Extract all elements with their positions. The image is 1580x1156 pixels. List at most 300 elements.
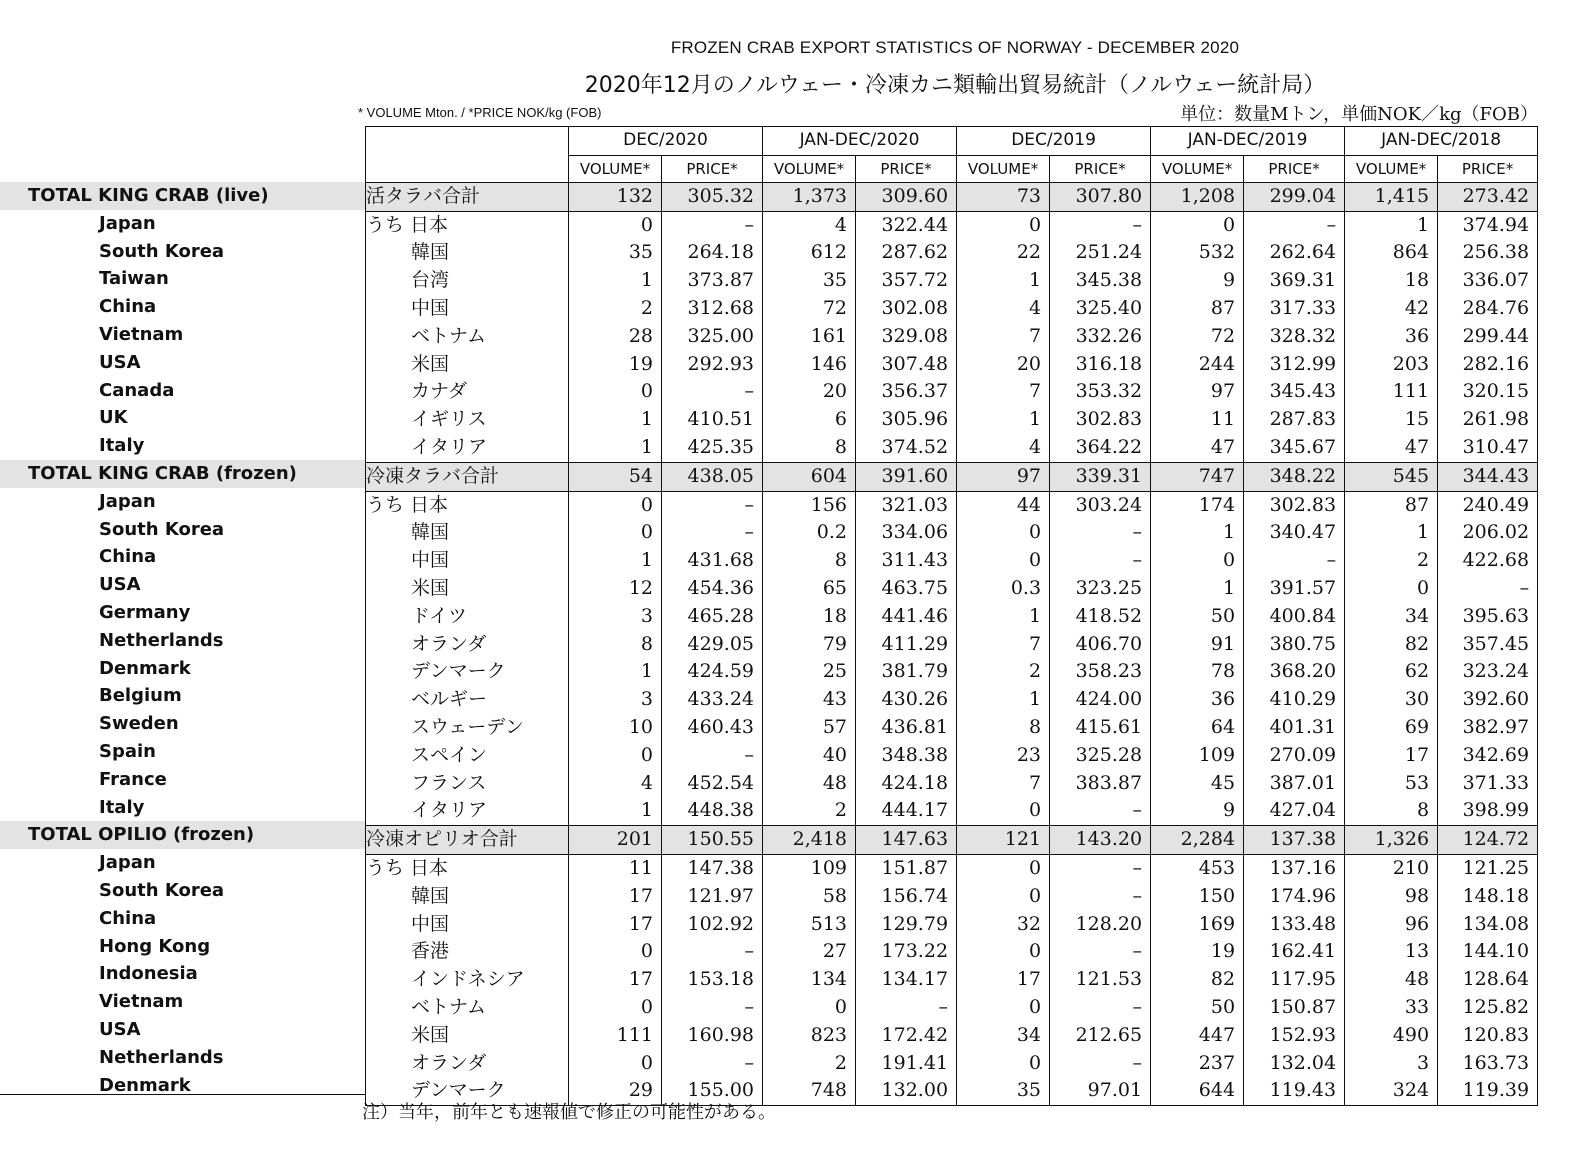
volume-cell: 7 [957,631,1050,659]
table-row [366,854,1538,882]
country-label: China [99,296,157,318]
volume-cell: 0 [569,742,662,770]
price-cell: 340.47 [1244,519,1345,547]
volume-cell: 174 [1151,491,1244,519]
price-cell: – [1050,1050,1151,1078]
total-label: TOTAL KING CRAB (live) [28,185,269,206]
report-title-english: FROZEN CRAB EXPORT STATISTICS OF NORWAY - DECEMBER 2020 [670,38,1240,57]
country-label: France [99,768,167,790]
table-row [366,797,1538,825]
category-label-ja: 韓国 [366,519,569,547]
price-cell: 369.31 [1244,267,1345,295]
volume-cell: 111 [569,1022,662,1050]
volume-cell: 0.2 [763,519,856,547]
volume-cell: 32 [957,911,1050,939]
price-cell: – [1050,519,1151,547]
price-cell: 380.75 [1244,631,1345,659]
volume-cell: 28 [569,323,662,351]
volume-cell: 2 [1345,547,1438,575]
country-label: Denmark [99,1074,191,1096]
volume-cell: 7 [957,770,1050,798]
table-row [366,378,1538,406]
volume-header: VOLUME* [763,155,856,182]
price-cell: 463.75 [856,575,957,603]
price-cell: 410.51 [662,406,763,434]
price-cell: 150.87 [1244,994,1345,1022]
volume-cell: 17 [569,883,662,911]
volume-cell: 0 [569,938,662,966]
volume-cell: 97 [957,462,1050,491]
volume-cell: 53 [1345,770,1438,798]
price-cell: 317.33 [1244,295,1345,323]
price-cell: 391.60 [856,462,957,491]
volume-cell: 25 [763,658,856,686]
price-cell: 160.98 [662,1022,763,1050]
table-row [366,603,1538,631]
price-cell: 148.18 [1438,883,1538,911]
price-cell: 325.00 [662,323,763,351]
price-cell: 162.41 [1244,938,1345,966]
volume-cell: 10 [569,714,662,742]
volume-cell: 324 [1345,1077,1438,1105]
total-row [366,182,1538,211]
volume-cell: 6 [763,406,856,434]
volume-cell: 146 [763,351,856,379]
volume-cell: 54 [569,462,662,491]
price-cell: 305.96 [856,406,957,434]
price-cell: 356.37 [856,378,957,406]
volume-cell: 48 [1345,966,1438,994]
country-label: USA [99,1019,141,1040]
price-cell: 121.25 [1438,854,1538,882]
volume-cell: 644 [1151,1077,1244,1105]
volume-cell: 1 [569,547,662,575]
volume-cell: 36 [1151,686,1244,714]
volume-cell: 8 [957,714,1050,742]
volume-cell: 0 [957,994,1050,1022]
table-row [366,434,1538,462]
volume-cell: 453 [1151,854,1244,882]
price-cell: 287.62 [856,239,957,267]
price-cell: 119.39 [1438,1077,1538,1105]
volume-cell: 9 [1151,267,1244,295]
price-cell: 256.38 [1438,239,1538,267]
category-label-ja: ベトナム [366,994,569,1022]
volume-cell: 82 [1151,966,1244,994]
price-cell: 150.55 [662,826,763,855]
table-row [366,239,1538,267]
price-cell: 441.46 [856,603,957,631]
price-cell: 358.23 [1050,658,1151,686]
country-label: Indonesia [99,963,198,985]
country-label: China [99,546,157,568]
volume-cell: 2,418 [763,826,856,855]
price-cell: 270.09 [1244,742,1345,770]
price-cell: 400.84 [1244,603,1345,631]
price-header: PRICE* [856,155,957,182]
table-row [366,658,1538,686]
price-cell: 345.38 [1050,267,1151,295]
volume-cell: 96 [1345,911,1438,939]
price-cell: 391.57 [1244,575,1345,603]
category-label-ja: 韓国 [366,883,569,911]
category-label-ja: 米国 [366,351,569,379]
price-cell: 152.93 [1244,1022,1345,1050]
table-row [366,686,1538,714]
price-cell: 303.24 [1050,491,1151,519]
volume-cell: 0 [569,519,662,547]
table-row [366,631,1538,659]
category-label-ja: イギリス [366,406,569,434]
category-label-ja: スウェーデン [366,714,569,742]
category-label-ja: イタリア [366,434,569,462]
table-row [366,1022,1538,1050]
volume-cell: 121 [957,826,1050,855]
price-cell: 383.87 [1050,770,1151,798]
price-cell: 155.00 [662,1077,763,1105]
price-cell: 374.52 [856,434,957,462]
price-cell: 371.33 [1438,770,1538,798]
volume-cell: 0 [763,994,856,1022]
volume-cell: 156 [763,491,856,519]
volume-cell: 50 [1151,994,1244,1022]
price-cell: 339.31 [1050,462,1151,491]
price-cell: – [1438,575,1538,603]
price-cell: 429.05 [662,631,763,659]
price-cell: – [1050,854,1151,882]
volume-cell: 87 [1151,295,1244,323]
price-cell: 424.18 [856,770,957,798]
volume-cell: 72 [763,295,856,323]
price-cell: 172.42 [856,1022,957,1050]
volume-cell: 17 [957,966,1050,994]
volume-cell: 7 [957,378,1050,406]
country-label: USA [99,574,141,596]
price-cell: 173.22 [856,938,957,966]
category-label-ja: 活タラバ合計 [366,182,569,211]
volume-cell: 0 [957,797,1050,825]
price-cell: 323.24 [1438,658,1538,686]
volume-cell: 2 [957,658,1050,686]
volume-cell: 4 [957,434,1050,462]
unit-note-english: * VOLUME Mton. / *PRICE NOK/kg (FOB) [358,105,602,120]
volume-cell: 545 [1345,462,1438,491]
category-header-cell [366,127,569,183]
volume-cell: 1 [1345,211,1438,239]
price-cell: 134.17 [856,966,957,994]
volume-cell: 513 [763,911,856,939]
price-cell: 121.53 [1050,966,1151,994]
table-row [366,406,1538,434]
price-cell: 415.61 [1050,714,1151,742]
volume-cell: 69 [1345,714,1438,742]
total-label: TOTAL KING CRAB (frozen) [28,463,297,484]
category-label-ja: ベルギー [366,686,569,714]
volume-cell: 747 [1151,462,1244,491]
price-cell: 302.83 [1050,406,1151,434]
volume-cell: 1,326 [1345,826,1438,855]
table-row [366,211,1538,239]
price-cell: – [662,938,763,966]
volume-cell: 8 [569,631,662,659]
volume-cell: 7 [957,323,1050,351]
volume-cell: 64 [1151,714,1244,742]
volume-cell: 1 [569,267,662,295]
country-label: Japan [99,212,156,234]
volume-cell: 34 [957,1022,1050,1050]
volume-cell: 47 [1345,434,1438,462]
volume-cell: 150 [1151,883,1244,911]
volume-cell: 2,284 [1151,826,1244,855]
price-cell: – [1050,211,1151,239]
price-cell: 425.35 [662,434,763,462]
price-cell: 311.43 [856,547,957,575]
country-label: China [99,907,157,929]
category-label-ja: 中国 [366,911,569,939]
country-label: Canada [99,379,175,401]
volume-cell: 132 [569,182,662,211]
volume-cell: 1 [1151,575,1244,603]
volume-cell: 23 [957,742,1050,770]
price-cell: 325.28 [1050,742,1151,770]
price-cell: 128.20 [1050,911,1151,939]
period-header: JAN-DEC/2020 [763,127,957,156]
price-cell: 299.04 [1244,182,1345,211]
price-cell: 357.45 [1438,631,1538,659]
category-label-ja: 冷凍タラバ合計 [366,462,569,491]
volume-cell: 612 [763,239,856,267]
volume-cell: 447 [1151,1022,1244,1050]
volume-cell: 87 [1345,491,1438,519]
volume-cell: 1 [1151,519,1244,547]
price-header: PRICE* [1438,155,1538,182]
volume-cell: 0 [1345,575,1438,603]
table-row [366,491,1538,519]
volume-cell: 1 [569,434,662,462]
category-label-ja: 中国 [366,295,569,323]
volume-cell: 40 [763,742,856,770]
price-cell: – [662,211,763,239]
volume-cell: 8 [1345,797,1438,825]
price-cell: 287.83 [1244,406,1345,434]
price-cell: 137.16 [1244,854,1345,882]
volume-cell: 35 [763,267,856,295]
volume-cell: 1 [1345,519,1438,547]
price-cell: 132.04 [1244,1050,1345,1078]
price-cell: 465.28 [662,603,763,631]
price-cell: 348.38 [856,742,957,770]
price-cell: – [1050,938,1151,966]
price-header: PRICE* [662,155,763,182]
category-label-ja: オランダ [366,1050,569,1078]
price-cell: – [662,519,763,547]
price-cell: 174.96 [1244,883,1345,911]
volume-cell: 8 [763,547,856,575]
price-cell: – [856,994,957,1022]
price-cell: 310.47 [1438,434,1538,462]
volume-cell: 20 [957,351,1050,379]
price-cell: 322.44 [856,211,957,239]
volume-cell: 0.3 [957,575,1050,603]
category-label-ja: イタリア [366,797,569,825]
volume-cell: 13 [1345,938,1438,966]
period-header: DEC/2020 [569,127,763,156]
volume-cell: 1,208 [1151,182,1244,211]
price-cell: 121.97 [662,883,763,911]
volume-cell: 33 [1345,994,1438,1022]
volume-cell: 34 [1345,603,1438,631]
period-header: JAN-DEC/2019 [1151,127,1345,156]
volume-cell: 15 [1345,406,1438,434]
country-label: Japan [99,852,156,874]
unit-note-japanese: 単位：数量Mトン，単価NOK／kg（FOB） [1180,104,1538,125]
volume-cell: 2 [763,1050,856,1078]
volume-header: VOLUME* [569,155,662,182]
price-cell: 406.70 [1050,631,1151,659]
volume-cell: 8 [763,434,856,462]
price-cell: 438.05 [662,462,763,491]
price-cell: 312.68 [662,295,763,323]
price-cell: 320.15 [1438,378,1538,406]
country-label: Italy [99,435,145,457]
volume-cell: 35 [957,1077,1050,1105]
country-label: Taiwan [99,268,169,290]
volume-cell: 11 [1151,406,1244,434]
country-label: Vietnam [99,324,184,345]
price-cell: 436.81 [856,714,957,742]
price-cell: 119.43 [1244,1077,1345,1105]
volume-cell: 0 [957,854,1050,882]
price-cell: 282.16 [1438,351,1538,379]
volume-cell: 29 [569,1077,662,1105]
category-label-ja: インドネシア [366,966,569,994]
price-cell: 424.59 [662,658,763,686]
price-cell: – [1050,883,1151,911]
volume-cell: 161 [763,323,856,351]
volume-cell: 490 [1345,1022,1438,1050]
price-cell: 410.29 [1244,686,1345,714]
period-header-row [366,127,1538,156]
price-cell: 307.80 [1050,182,1151,211]
volume-cell: 17 [569,966,662,994]
price-cell: 433.24 [662,686,763,714]
price-cell: 97.01 [1050,1077,1151,1105]
category-label-ja: うち 日本 [366,854,569,882]
price-header: PRICE* [1244,155,1345,182]
price-cell: 151.87 [856,854,957,882]
volume-cell: 0 [569,994,662,1022]
category-label-ja: カナダ [366,378,569,406]
price-cell: 427.04 [1244,797,1345,825]
table-row [366,323,1538,351]
period-header: DEC/2019 [957,127,1151,156]
table-row [366,295,1538,323]
price-cell: 342.69 [1438,742,1538,770]
volume-cell: 4 [763,211,856,239]
country-label: South Korea [99,240,225,262]
price-cell: 133.48 [1244,911,1345,939]
country-label: Netherlands [99,629,224,651]
price-cell: 325.40 [1050,295,1151,323]
price-cell: 163.73 [1438,1050,1538,1078]
category-label-ja: うち 日本 [366,211,569,239]
volume-cell: 0 [957,883,1050,911]
volume-cell: 0 [569,211,662,239]
price-cell: 156.74 [856,883,957,911]
volume-cell: 9 [1151,797,1244,825]
volume-cell: 1,415 [1345,182,1438,211]
volume-cell: 17 [1345,742,1438,770]
volume-cell: 210 [1345,854,1438,882]
export-statistics-table [365,126,1538,1106]
volume-cell: 73 [957,182,1050,211]
volume-cell: 203 [1345,351,1438,379]
price-cell: 431.68 [662,547,763,575]
country-label: Netherlands [99,1046,224,1068]
price-cell: – [1050,994,1151,1022]
table-row [366,575,1538,603]
price-cell: 307.48 [856,351,957,379]
volume-cell: 2 [569,295,662,323]
volume-cell: 201 [569,826,662,855]
volume-cell: 43 [763,686,856,714]
category-label-ja: 台湾 [366,267,569,295]
price-cell: 147.63 [856,826,957,855]
volume-cell: 19 [569,351,662,379]
price-cell: 132.00 [856,1077,957,1105]
volume-cell: 0 [569,1050,662,1078]
volume-cell: 18 [1345,267,1438,295]
price-cell: 134.08 [1438,911,1538,939]
price-cell: 117.95 [1244,966,1345,994]
country-label: Spain [99,741,156,762]
price-cell: 348.22 [1244,462,1345,491]
volume-cell: 0 [957,519,1050,547]
volume-cell: 0 [569,378,662,406]
volume-cell: 12 [569,575,662,603]
category-label-ja: デンマーク [366,658,569,686]
price-cell: 344.43 [1438,462,1538,491]
price-cell: – [662,994,763,1022]
volume-cell: 48 [763,770,856,798]
price-cell: – [1244,211,1345,239]
category-label-ja: 韓国 [366,239,569,267]
country-label: Japan [99,490,156,512]
volume-cell: 864 [1345,239,1438,267]
price-cell: 137.38 [1244,826,1345,855]
price-cell: 422.68 [1438,547,1538,575]
total-row [366,826,1538,855]
price-cell: 452.54 [662,770,763,798]
volume-cell: 1 [957,603,1050,631]
category-label-ja: 冷凍オピリオ合計 [366,826,569,855]
volume-cell: 0 [957,211,1050,239]
price-cell: 312.99 [1244,351,1345,379]
volume-cell: 91 [1151,631,1244,659]
volume-cell: 0 [957,1050,1050,1078]
price-cell: 273.42 [1438,182,1538,211]
price-cell: 398.99 [1438,797,1538,825]
price-cell: 374.94 [1438,211,1538,239]
volume-cell: 17 [569,911,662,939]
category-label-ja: 香港 [366,938,569,966]
price-cell: – [662,378,763,406]
volume-cell: 18 [763,603,856,631]
volume-cell: 3 [569,686,662,714]
volume-cell: 1 [957,686,1050,714]
volume-cell: 3 [1345,1050,1438,1078]
price-cell: 102.92 [662,911,763,939]
